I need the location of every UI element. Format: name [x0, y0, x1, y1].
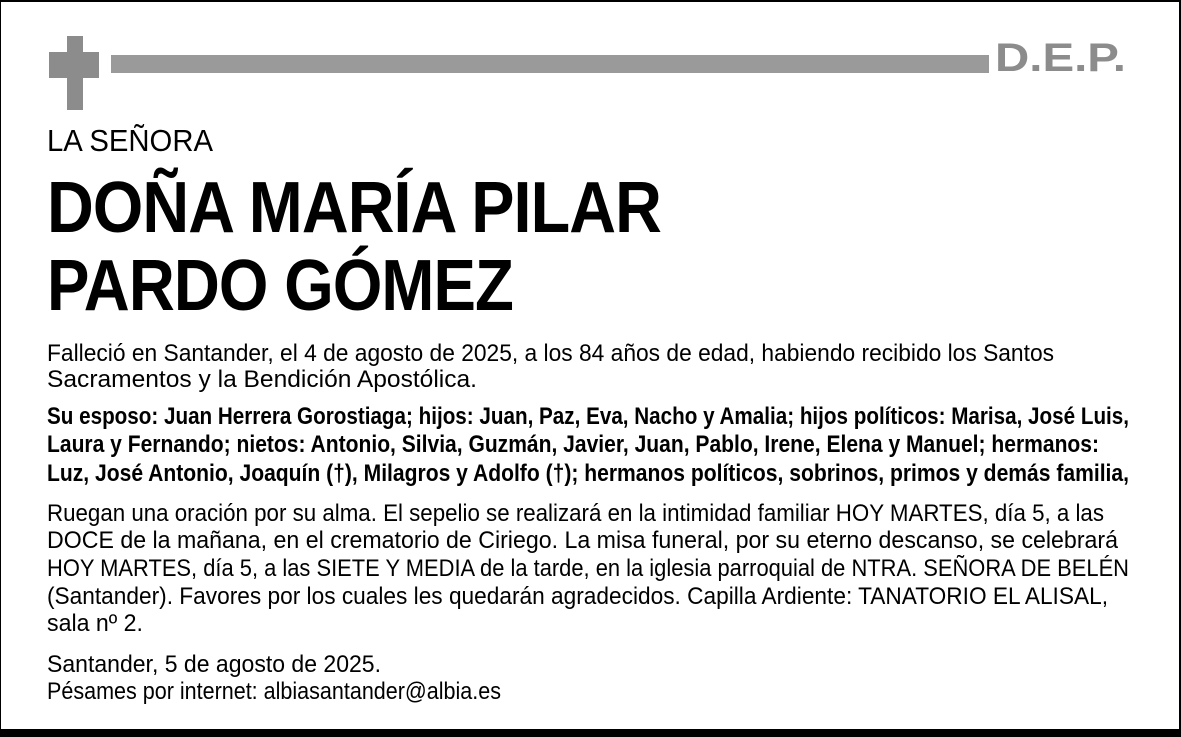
- death-notice-line: Falleció en Santander, el 4 de agosto de 2025, a los 84 años de edad, habiendo recibido los Santos: [47, 340, 1054, 367]
- family-line: Luz, José Antonio, Joaquín (†), Milagros y Adolfo (†); hermanos políticos, sobrinos, primos y demás familia,: [47, 460, 1129, 487]
- service-line: sala nº 2.: [47, 610, 143, 637]
- family-line: Su esposo: Juan Herrera Gorostiaga; hijos: Juan, Paz, Eva, Nacho y Amalia; hijos políticos: Marisa, José Luis,: [47, 403, 1129, 430]
- bottom-border: [1, 729, 1179, 737]
- service-line: (Santander). Favores por los cuales les quedarán agradecidos. Capilla Ardiente: TANATORIO EL ALISAL,: [47, 583, 1108, 610]
- dep-label: D.E.P.: [995, 36, 1126, 80]
- header-rule: [111, 55, 989, 73]
- service-line: DOCE de la mañana, en el crematorio de Ciriego. La misa funeral, por su eterno descanso, se celebrará: [47, 527, 1118, 554]
- title-prefix: LA SEÑORA: [47, 123, 213, 158]
- family-line: Laura y Fernando; nietos: Antonio, Silvia, Guzmán, Javier, Juan, Pablo, Irene, Elena y Manuel; hermanos:: [47, 431, 1099, 458]
- service-line: Ruegan una oración por su alma. El sepelio se realizará en la intimidad familiar HOY MARTES, día 5, a las: [47, 500, 1104, 527]
- service-line: HOY MARTES, día 5, a las SIETE Y MEDIA de la tarde, en la iglesia parroquial de NTRA. SEÑORA DE BELÉN: [47, 555, 1129, 582]
- condolences-contact: Pésames por internet: albiasantander@albia.es: [47, 678, 501, 705]
- cross-icon-arm: [49, 52, 99, 78]
- deceased-name-line-1: DOÑA MARÍA PILAR: [47, 168, 661, 248]
- death-notice-line: Sacramentos y la Bendición Apostólica.: [47, 366, 477, 393]
- deceased-name-line-2: PARDO GÓMEZ: [47, 246, 513, 326]
- signing-date: Santander, 5 de agosto de 2025.: [47, 651, 381, 678]
